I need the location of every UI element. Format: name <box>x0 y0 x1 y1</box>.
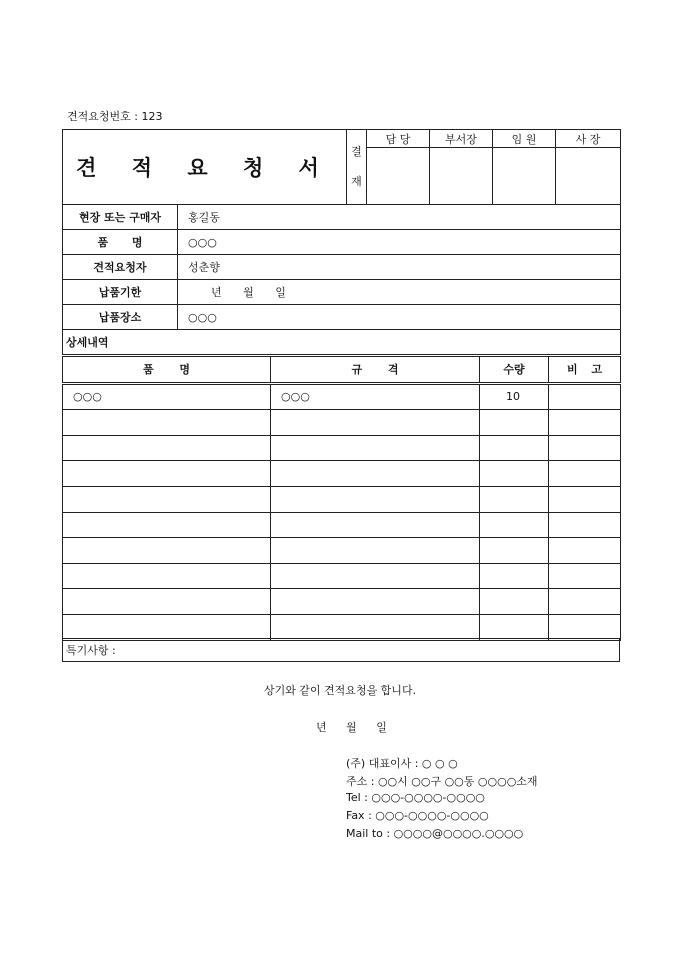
info-label: 납품장소 <box>63 305 178 330</box>
detail-row <box>63 383 621 410</box>
detail-qty-cell[interactable]: 10 <box>480 383 549 410</box>
detail-item-cell[interactable] <box>63 563 271 589</box>
detail-remark-cell[interactable] <box>549 563 621 589</box>
detail-remark-cell[interactable] <box>549 435 621 461</box>
detail-qty-cell[interactable] <box>480 461 549 487</box>
approval-sign-3[interactable] <box>493 148 556 205</box>
detail-qty-cell[interactable] <box>480 614 549 640</box>
detail-remark-cell[interactable] <box>549 589 621 615</box>
detail-row <box>63 589 621 615</box>
info-label: 납품기한 <box>63 280 178 305</box>
detail-header-text: 규 격 <box>351 363 399 377</box>
sender-tel: Tel : ○○○-○○○○-○○○○ <box>346 791 485 804</box>
sender-address: 주소 : ○○시 ○○구 ○○동 ○○○○소재 <box>346 775 538 788</box>
info-label-text: 품 명 <box>97 236 143 249</box>
detail-header <box>271 357 480 384</box>
detail-item-cell[interactable] <box>63 410 271 436</box>
detail-remark-cell[interactable] <box>549 461 621 487</box>
info-value-deadline[interactable] <box>178 280 621 305</box>
detail-header <box>63 357 271 384</box>
sender-company: (주) 대표이사 : ○ ○ ○ <box>346 757 458 770</box>
detail-remark-cell[interactable] <box>549 410 621 436</box>
info-table <box>62 204 621 355</box>
approval-header-1: 담 당 <box>367 130 430 148</box>
info-label: 현장 또는 구매자 <box>63 205 178 230</box>
info-value-buyer[interactable]: 홍길동 <box>178 205 621 230</box>
detail-row <box>63 512 621 538</box>
sender-mail: Mail to : ○○○○@○○○○.○○○○ <box>346 827 524 840</box>
detail-qty-cell[interactable] <box>480 563 549 589</box>
detail-row <box>63 614 621 640</box>
header-table <box>62 129 621 205</box>
date-line <box>316 719 388 735</box>
detail-spec-cell[interactable] <box>271 512 480 538</box>
approval-label-top: 결 <box>351 145 362 158</box>
detail-remark-cell[interactable] <box>549 614 621 640</box>
deadline-text: 년 월 일 <box>211 286 286 299</box>
detail-qty-cell[interactable] <box>480 589 549 615</box>
detail-row <box>63 486 621 512</box>
detail-remark-cell[interactable] <box>549 383 621 410</box>
request-number: 견적요청번호 : 123 <box>67 110 163 123</box>
info-label: 견적요청자 <box>63 255 178 280</box>
detail-row <box>63 538 621 564</box>
info-value-requester[interactable]: 성춘향 <box>178 255 621 280</box>
detail-qty-cell[interactable] <box>480 512 549 538</box>
info-label <box>63 230 178 255</box>
special-notes[interactable]: 특기사항 : <box>62 638 620 662</box>
approval-sign-4[interactable] <box>556 148 621 205</box>
detail-header: 수량 <box>480 357 549 384</box>
detail-section-title: 상세내역 <box>63 330 621 355</box>
detail-remark-cell[interactable] <box>549 538 621 564</box>
detail-qty-cell[interactable] <box>480 538 549 564</box>
info-value-location[interactable]: ○○○ <box>178 305 621 330</box>
detail-item-cell[interactable] <box>63 512 271 538</box>
detail-spec-cell[interactable] <box>271 538 480 564</box>
detail-header-text: 품 명 <box>142 363 191 377</box>
approval-label <box>347 130 367 205</box>
approval-header-3: 임 원 <box>493 130 556 148</box>
detail-spec-cell[interactable] <box>271 563 480 589</box>
detail-item-cell[interactable] <box>63 614 271 640</box>
approval-header-2: 부서장 <box>430 130 493 148</box>
approval-label-bottom: 재 <box>351 175 362 188</box>
detail-spec-cell[interactable] <box>271 614 480 640</box>
request-statement: 상기와 같이 견적요청을 합니다. <box>263 684 417 697</box>
detail-item-cell[interactable]: ○○○ <box>63 383 271 410</box>
detail-header-text: 비 고 <box>566 363 603 377</box>
detail-remark-cell[interactable] <box>549 512 621 538</box>
detail-row <box>63 563 621 589</box>
detail-item-cell[interactable] <box>63 461 271 487</box>
detail-table <box>62 356 621 641</box>
detail-spec-cell[interactable] <box>271 410 480 436</box>
approval-sign-1[interactable] <box>367 148 430 205</box>
detail-spec-cell[interactable] <box>271 486 480 512</box>
detail-item-cell[interactable] <box>63 486 271 512</box>
approval-header-4: 사 장 <box>556 130 621 148</box>
date-text: 년 월 일 <box>316 721 388 734</box>
sender-fax: Fax : ○○○-○○○○-○○○○ <box>346 809 489 822</box>
detail-spec-cell[interactable]: ○○○ <box>271 383 480 410</box>
detail-qty-cell[interactable] <box>480 435 549 461</box>
detail-qty-cell[interactable] <box>480 486 549 512</box>
detail-qty-cell[interactable] <box>480 410 549 436</box>
document-title: 견 적 요 청 서 <box>63 130 347 205</box>
detail-spec-cell[interactable] <box>271 435 480 461</box>
detail-spec-cell[interactable] <box>271 461 480 487</box>
detail-spec-cell[interactable] <box>271 589 480 615</box>
detail-item-cell[interactable] <box>63 538 271 564</box>
detail-item-cell[interactable] <box>63 589 271 615</box>
detail-row <box>63 410 621 436</box>
detail-row <box>63 435 621 461</box>
detail-header-row <box>63 357 621 384</box>
detail-item-cell[interactable] <box>63 435 271 461</box>
detail-row <box>63 461 621 487</box>
detail-remark-cell[interactable] <box>549 486 621 512</box>
info-value-item[interactable]: ○○○ <box>178 230 621 255</box>
detail-header <box>549 357 621 384</box>
approval-sign-2[interactable] <box>430 148 493 205</box>
